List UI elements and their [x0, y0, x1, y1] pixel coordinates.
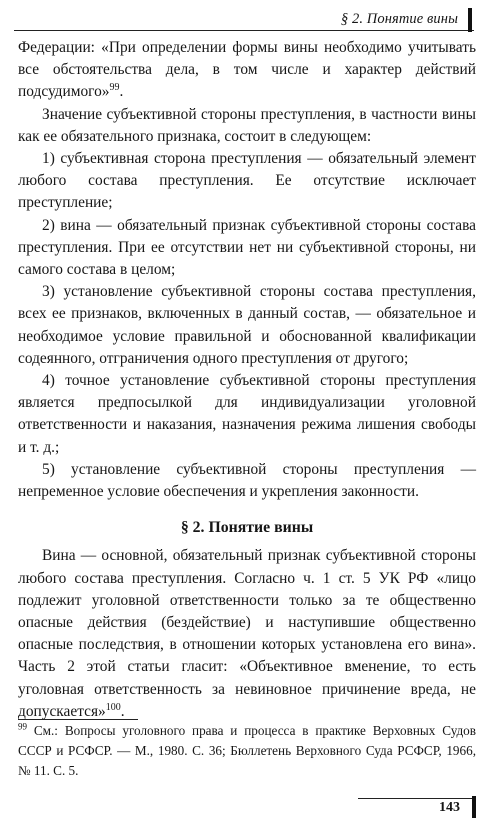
footnote-divider — [18, 719, 138, 720]
section-heading: § 2. Понятие вины — [180, 519, 314, 537]
list-item-3: 3) установление субъективной стороны состава преступления, всех ее признаков, включенных в данный состав, — обязательное и необходимое условие правильной и обоснованной квалификации содеянного, отграничения одного преступления от другого; — [18, 283, 476, 367]
list-item-1: 1) субъективная сторона преступления — обязательный элемент любого состава преступления. Ее отсутствие исключает преступление; — [18, 150, 476, 212]
footnote-text: См.: Вопросы уголовного права и процесса в практике Верховных Судов СССР и РСФСР. — М., 1980. С. 36; Бюллетень Верховного Суда РСФСР, 1966, № 11. С. 5. — [18, 723, 476, 778]
paragraph-end: . — [119, 83, 124, 101]
header-edge-bar — [468, 8, 472, 32]
list-item-5: 5) установление субъективной стороны преступления — непременное условие обеспечения и укрепления законности. — [18, 460, 476, 501]
paragraph-continuation — [18, 37, 476, 104]
paragraph-text: Вина — основной, обязательный признак субъективной стороны любого состава преступления. Согласно ч. 1 ст. 5 УК РФ «лицо подлежит уголовной ответственности только за те общественно опасные действия (бездействие) и наступившие общественно опасные последствия, в отношении которых установлена его вина». Часть 2 этой статьи гласит: «Объективное вменение, то есть уголовная ответственность за невиновное причинение вреда, не допускается» — [18, 547, 476, 720]
running-header — [14, 8, 474, 31]
footnote-marker: 99 — [18, 721, 27, 732]
footer-edge-bar — [472, 796, 476, 818]
paragraph-end: . — [120, 702, 125, 720]
footer-rule — [358, 798, 474, 799]
running-title: § 2. Понятие вины — [340, 11, 458, 27]
page-number: 143 — [439, 800, 460, 815]
paragraph-text: Федерации: «При определении формы вины необходимо учитывать все обстоятельства дела, в том числе и характер действий подсудимого» — [18, 39, 476, 101]
footnote-ref-100[interactable]: 100 — [105, 701, 121, 713]
list-item-4: 4) точное установление субъективной стороны преступления является предпосылкой для индивидуализации уголовной ответственности и наказания, назначения режима лишения свободы и т. д.; — [18, 372, 476, 456]
paragraph: Значение субъективной стороны преступления, в частности вины как ее обязательного признака, состоит в следующем: — [18, 105, 476, 145]
main-text — [18, 37, 476, 723]
footnote-ref-99[interactable]: 99 — [109, 82, 120, 94]
page-footer — [0, 798, 486, 819]
section-paragraph — [18, 545, 476, 723]
footnote-99 — [18, 721, 476, 780]
list-item-2: 2) вина — обязательный признак субъективной стороны состава преступления. При ее отсутствии нет ни субъективной стороны, ни самого состава в целом; — [18, 216, 476, 279]
